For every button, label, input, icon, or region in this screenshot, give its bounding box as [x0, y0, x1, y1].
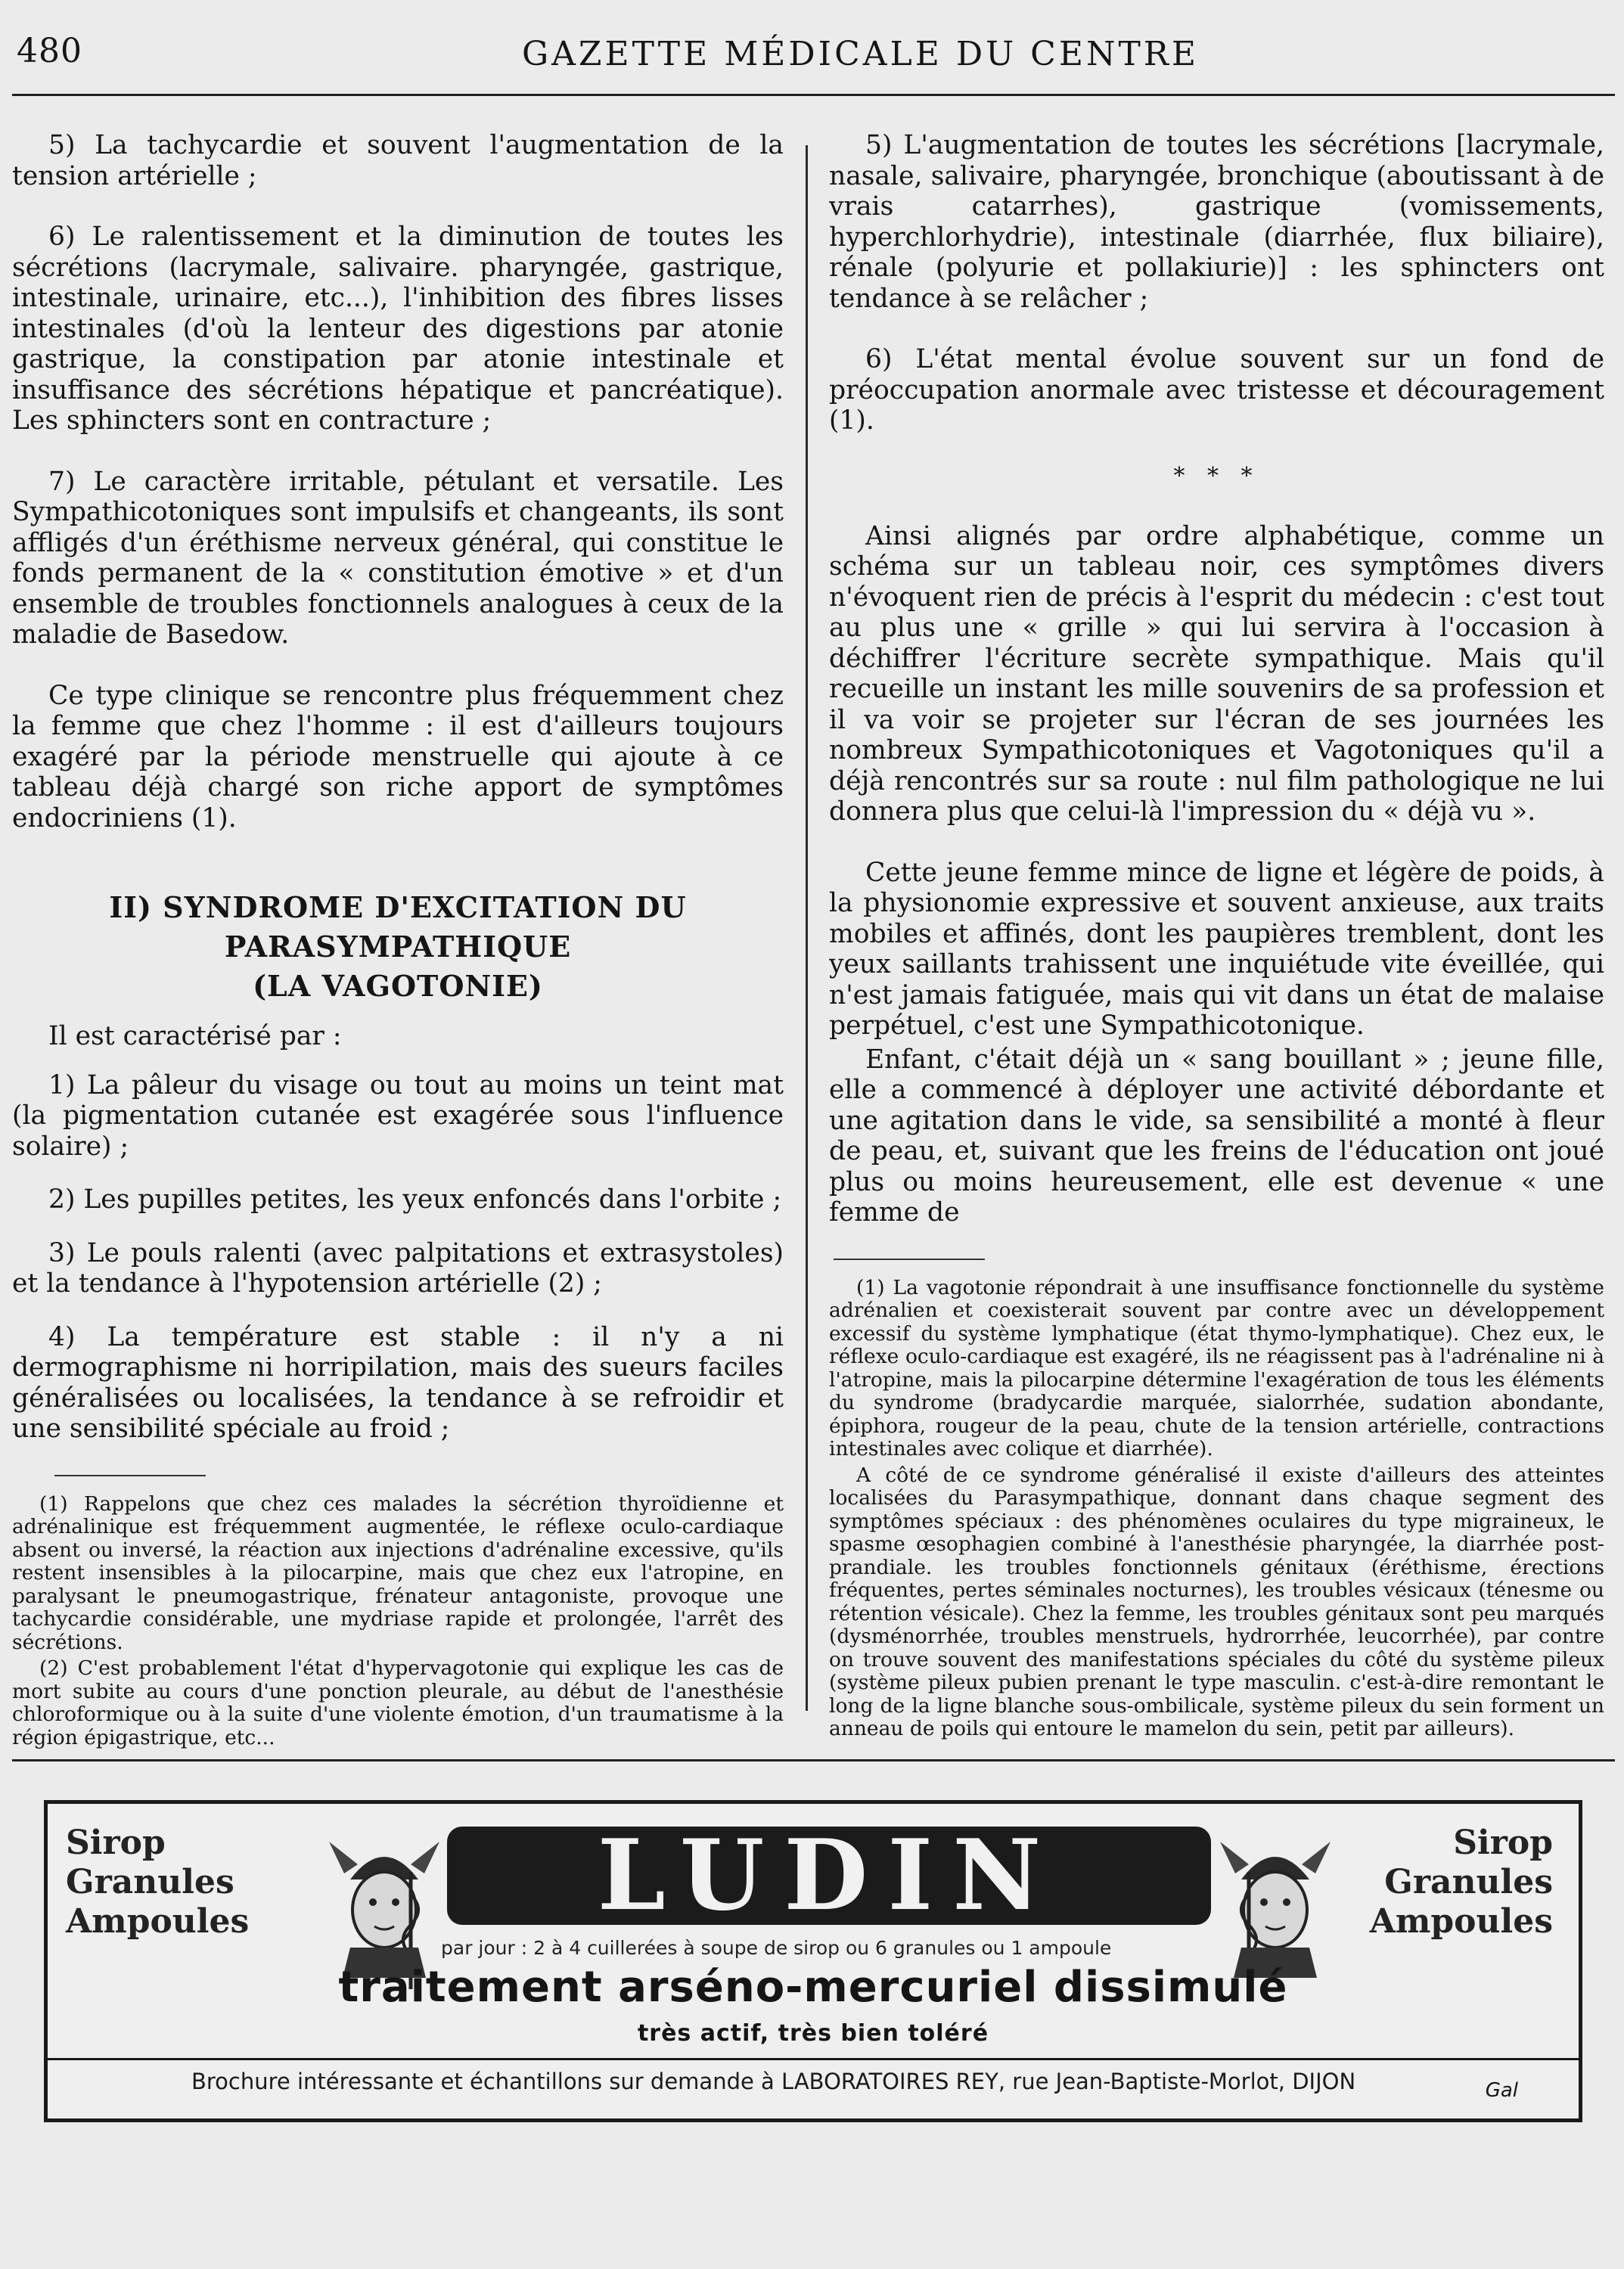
section-heading-line: (LA VAGOTONIE) [253, 969, 543, 1003]
footnote-rule [834, 1259, 985, 1260]
right-column [829, 130, 1604, 1753]
journal-title: GAZETTE MÉDICALE DU CENTRE [522, 35, 1200, 73]
paragraph: 4) La température est stable : il n'y a ni dermographisme ni horripilation, mais des sueurs faciles généralisées ou localisées, la tendance à se refroidir et une sensibilité spéciale au froid ; [12, 1321, 784, 1444]
brand-name: LUDIN [597, 1819, 1061, 1932]
asterism: * * * [1173, 462, 1260, 489]
advertisement-inner-rule [48, 2058, 1579, 2060]
product-form: Sirop [1453, 1824, 1553, 1862]
paragraph: Enfant, c'était déjà un « sang bouillant » ; jeune fille, elle a commencé à déployer une activité débordante et une agitation dans le vide, sa sensibilité a monté à fleur de peau, et, suivant que les freins de l'éducation ont joué plus ou moins heureusement, elle est devenue « une femme de [829, 1044, 1604, 1228]
treatment-text: traitement arséno-mercuriel dissimulé [338, 1963, 1288, 2012]
paragraph: 7) Le caractère irritable, pétulant et versatile. Les Sympathicotoniques sont impulsifs et changeants, ils sont affligés d'un éréthisme nerveux général, qui constitue le fonds permanent de la « constitution émotive » et d'un ensemble de troubles fonctionnels analogues à ceux de la maladie de Basedow. [12, 466, 784, 650]
paragraph: Il est caractérisé par : [48, 1021, 342, 1051]
footnote: (2) C'est probablement l'état d'hypervagotonie qui explique les cas de mort subite au cours d'une ponction pleurale, au début de l'anesthésie chloroformique ou à la suite d'une violente émotion, d'un traumatisme à la région épigastrique, etc... [12, 1656, 784, 1749]
brochure-text: Brochure intéressante et échantillons sur demande à LABORATOIRES REY, rue Jean-Baptiste-Morlot, DIJON [191, 2069, 1356, 2094]
paragraph: 6) L'état mental évolue souvent sur un fond de préoccupation anormale avec tristesse et découragement (1). [829, 344, 1604, 436]
paragraph: 3) Le pouls ralenti (avec palpitations et extrasystoles) et la tendance à l'hypotension artérielle (2) ; [12, 1237, 784, 1299]
product-form: Ampoules [1369, 1902, 1553, 1941]
product-form: Granules [1384, 1863, 1553, 1901]
paragraph: 1) La pâleur du visage ou tout au moins un teint mat (la pigmentation cutanée est exagérée sous l'influence solaire) ; [12, 1069, 784, 1162]
left-column [12, 130, 784, 1753]
product-form: Granules [66, 1863, 234, 1901]
paragraph: 5) La tachycardie et souvent l'augmentation de la tension artérielle ; [12, 130, 784, 191]
product-form: Sirop [66, 1824, 166, 1862]
paragraph: Ce type clinique se rencontre plus fréquemment chez la femme que chez l'homme : il est d'ailleurs toujours exagéré par la période menstruelle qui ajoute à ce tableau déjà chargé son riche apport de symptômes endocriniens (1). [12, 680, 784, 833]
paragraph: 2) Les pupilles petites, les yeux enfoncés dans l'orbite ; [48, 1184, 782, 1215]
paragraph: 6) Le ralentissement et la diminution de toutes les sécrétions (lacrymale, salivaire. pharyngée, gastrique, intestinale, urinaire, etc...), l'inhibition des fibres lisses intestinales (d'où la lenteur des digestions par atonie gastrique, la constipation par atonie intestinale et insuffisance des sécrétions hépatique et pancréatique). Les sphincters sont en contracture ; [12, 222, 784, 436]
footnote: (1) Rappelons que chez ces malades la sécrétion thyroïdienne et adrénalinique est fréquemment augmentée, le réflexe oculo-cardiaque absent ou inversé, la réaction aux injections d'adrénaline excessive, qu'ils restent insensibles à la pilocarpine, mais que chez eux l'atropine, en paralysant le pneumogastrique, frénateur antagoniste, provoque une tachycardie considérable, une mydriase rapide et prolongée, l'arrêt des sécrétions. [12, 1491, 784, 1654]
section-heading-line: II) SYNDROME D'EXCITATION DU PARASYMPATHIQUE [109, 890, 687, 964]
product-forms-left [66, 1824, 249, 1942]
tolerance-text: très actif, très bien toléré [637, 2020, 989, 2047]
advertisement-top-rule [12, 1759, 1615, 1762]
column-divider [806, 145, 808, 1711]
footnote: (1) La vagotonie répondrait à une insuffisance fonctionnelle du système adrénalien et coexisterait souvent par contre avec un développement excessif du système lymphatique (état thymo-lymphatique). Chez eux, le réflexe oculo-cardiaque est exagéré, ils ne réagissent pas à l'adrénaline ni à l'atropine, mais la pilocarpine détermine l'exagération de tous les éléments du syndrome (bradycardie marquée, sialorrhée, sudation abondante, épiphora, rougeur de la peau, chute de la tension artérielle, contractions intestinales avec colique et diarrhée). [829, 1275, 1604, 1460]
dosage-text: par jour : 2 à 4 cuillerées à soupe de sirop ou 6 granules ou 1 ampoule [441, 1937, 1112, 1959]
advertisement [44, 1800, 1582, 2122]
footnote: A côté de ce syndrome généralisé il existe d'ailleurs des atteintes localisées du Parasympathique, donnant dans chaque segment des symptômes spéciaux : des phénomènes oculaires du type migraineux, le spasme œsophagien combiné à l'anesthésie pharyngée, la diarrhée post-prandiale. les troubles fonctionnels génitaux (éréthisme, érections fréquentes, pertes séminales nocturnes), les troubles vésicaux (ténesme ou rétention vésicale). Chez la femme, les troubles génitaux sont peu marqués (dysménorrhée, troubles menstruels, hydrorrhée, leucorrhée), par contre on trouve souvent des manifestations spéciales du côté du système pileux (système pileux pubien prenant le type masculin. c'est-à-dire remontant le long de la ligne blanche sous-ombilicale, système pileux du sein forment un anneau de poils qui entoure le mamelon du sein, petit par ailleurs). [829, 1463, 1604, 1740]
header-rule [12, 94, 1615, 96]
section-heading [12, 888, 784, 1006]
paragraph: Ainsi alignés par ordre alphabétique, comme un schéma sur un tableau noir, ces symptômes divers n'évoquent rien de précis à l'esprit du médecin : c'est tout au plus une « grille » qui lui servira à l'occasion à déchiffrer l'écriture secrète sympathique. Mais qu'il recueille un instant les mille souvenirs de sa profession et il va voir se projeter sur l'écran de ses journées les nombreux Sympathicotoniques et Vagotoniques qu'il a déjà rencontrés sur sa route : nul film pathologique ne lui donnera plus que celui-là l'impression du « déjà vu ». [829, 520, 1604, 827]
paragraph: 5) L'augmentation de toutes les sécrétions [lacrymale, nasale, salivaire, pharyngée, bronchique (aboutissant à de vrais catarrhes), gastrique (vomissements, hyperchlorhydrie), intestinale (diarrhée, flux biliaire), rénale (polyurie et pollakiurie)] : les sphincters ont tendance à se relâcher ; [829, 130, 1604, 314]
footnote-rule [54, 1475, 206, 1476]
page-header [0, 0, 1624, 94]
brand-banner [447, 1819, 1211, 1932]
product-form: Ampoules [66, 1902, 250, 1941]
paragraph: Cette jeune femme mince de ligne et légère de poids, à la physionomie expressive et souvent anxieuse, aux traits mobiles et affinés, dont les paupières tremblent, dont les yeux saillants trahissent une inquiétude vite éveillée, qui n'est jamais fatiguée, mais qui vit dans un état de malaise perpétuel, c'est une Sympathicotonique. [829, 857, 1604, 1041]
artist-signature: Gal [1485, 2079, 1518, 2102]
page-number: 480 [17, 32, 82, 70]
product-forms-right [1370, 1824, 1553, 1942]
